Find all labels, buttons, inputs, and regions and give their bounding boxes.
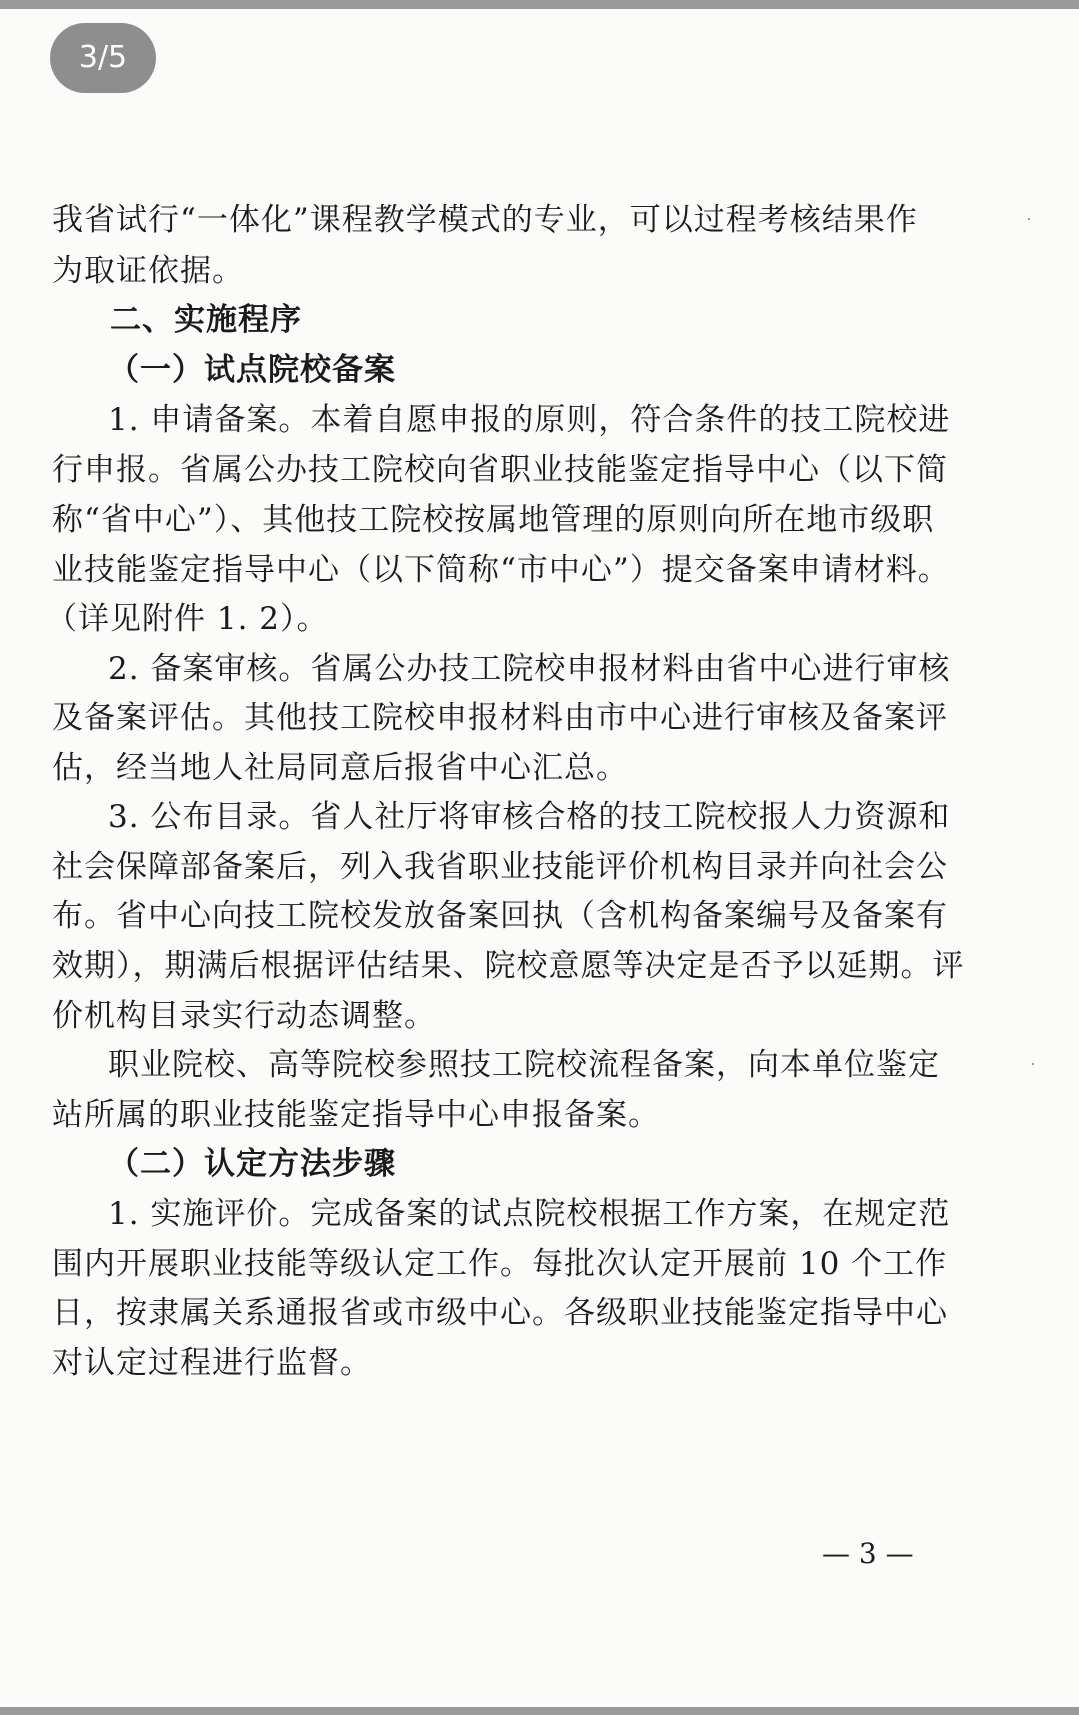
section-heading: 二、实施程序 [110, 302, 302, 338]
body-line: 1. 申请备案。本着自愿申报的原则，符合条件的技工院校进 [108, 402, 951, 438]
body-line: 价机构目录实行动态调整。 [52, 998, 436, 1034]
page-number: — 3 — [822, 1537, 914, 1570]
body-line: 日，按隶属关系通报省或市级中心。各级职业技能鉴定指导中心 [52, 1295, 948, 1331]
scan-speck [1032, 1063, 1034, 1065]
subsection-heading: （一）试点院校备案 [108, 352, 396, 388]
body-line: （详见附件 1. 2）。 [46, 601, 329, 637]
bottom-edge-bar [0, 1707, 1079, 1715]
subsection-heading: （二）认定方法步骤 [108, 1146, 396, 1182]
body-line: 估，经当地人社局同意后报省中心汇总。 [52, 750, 628, 786]
page-indicator-badge: 3/5 [50, 23, 156, 93]
body-line: 围内开展职业技能等级认定工作。每批次认定开展前 10 个工作 [52, 1246, 948, 1282]
body-line: 及备案评估。其他技工院校申报材料由市中心进行审核及备案评 [52, 700, 948, 736]
body-line: 效期），期满后根据评估结果、院校意愿等决定是否予以延期。评 [52, 948, 965, 984]
body-line: 1. 实施评价。完成备案的试点院校根据工作方案，在规定范 [108, 1196, 951, 1232]
body-line: 业技能鉴定指导中心（以下简称“市中心”）提交备案申请材料。 [52, 552, 950, 588]
body-line: 职业院校、高等院校参照技工院校流程备案，向本单位鉴定 [108, 1047, 940, 1083]
body-line: 2. 备案审核。省属公办技工院校申报材料由省中心进行审核 [108, 651, 951, 687]
body-line: 对认定过程进行监督。 [52, 1345, 372, 1381]
body-line: 行申报。省属公办技工院校向省职业技能鉴定指导中心（以下简 [52, 452, 948, 488]
body-line: 我省试行“一体化”课程教学模式的专业，可以过程考核结果作 [52, 202, 918, 238]
body-line: 社会保障部备案后，列入我省职业技能评价机构目录并向社会公 [52, 849, 948, 885]
body-line: 称“省中心”）、其他技工院校按属地管理的原则向所在地市级职 [52, 502, 935, 538]
body-line: 布。省中心向技工院校发放备案回执（含机构备案编号及备案有 [52, 898, 948, 934]
body-line: 站所属的职业技能鉴定指导中心申报备案。 [52, 1097, 660, 1133]
body-line: 为取证依据。 [52, 253, 244, 289]
body-line: 3. 公布目录。省人社厅将审核合格的技工院校报人力资源和 [108, 799, 951, 835]
scan-speck [1028, 218, 1030, 220]
